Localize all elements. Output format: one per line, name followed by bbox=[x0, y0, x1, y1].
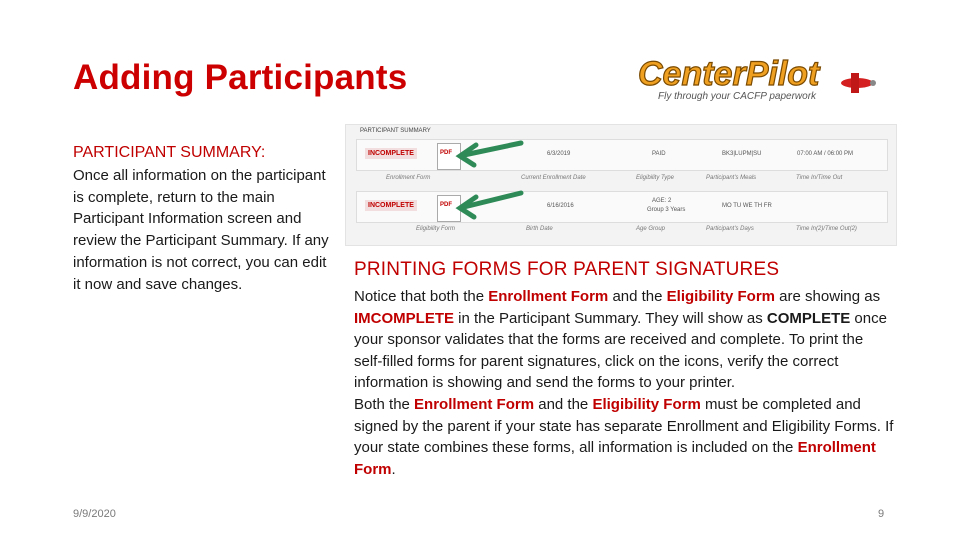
page-number: 9 bbox=[878, 508, 885, 520]
centerpilot-logo bbox=[634, 53, 882, 107]
pdf-icon-eligibility[interactable]: PDF bbox=[437, 195, 461, 222]
enrollment-form-term: Enrollment Form bbox=[354, 439, 876, 478]
label-enrollment-date: Current Enrollment Date bbox=[521, 175, 586, 181]
label-time-in-out: Time In/Time Out bbox=[796, 175, 843, 181]
text-segment: are showing as bbox=[775, 288, 881, 305]
text-segment: once your sponsor validates that the forms are received and complete. To print the self-filled forms for parent signatures, click on the icons, verify the correct information is showing and send the forms to your printer. bbox=[354, 309, 887, 392]
age-group: Group 3 Years bbox=[647, 207, 686, 213]
label-birth-date: Birth Date bbox=[526, 226, 553, 232]
age: AGE: 2 bbox=[652, 198, 672, 204]
text-segment: and the bbox=[534, 395, 593, 413]
svg-text:CenterPilot: CenterPilot bbox=[638, 55, 820, 93]
label-time-in-out-2: Time In(2)/Time Out(2) bbox=[796, 226, 857, 232]
screenshot-title: PARTICIPANT SUMMARY bbox=[360, 128, 431, 134]
participant-meals: BK3|LUPM|SU bbox=[722, 151, 762, 157]
text-segment: must be completed and signed by the parent if your state has separate Enrollment and Eligibility Forms. If your state combines these forms, all information is included on the bbox=[354, 395, 894, 457]
status-badge-eligibility: INCOMPLETE bbox=[365, 200, 417, 211]
birth-date: 6/16/2016 bbox=[547, 203, 574, 209]
text-segment: Both the bbox=[354, 395, 415, 413]
enrollment-form-term: Enrollment Form bbox=[488, 288, 609, 305]
text-segment: and the bbox=[608, 288, 667, 305]
time-in-out: 07:00 AM / 06:00 PM bbox=[797, 151, 854, 157]
arrow-annotations bbox=[346, 125, 896, 245]
incomplete-term: IMCOMPLETE bbox=[354, 309, 454, 327]
label-participant-days: Participant's Days bbox=[706, 226, 754, 232]
label-enrollment-form: Enrollment Form bbox=[386, 175, 431, 181]
label-eligibility-type: Eligibility Type bbox=[636, 175, 674, 181]
svg-text:Fly through your CACFP paperwo: Fly through your CACFP paperwork bbox=[658, 91, 817, 102]
status-badge-enrollment: INCOMPLETE bbox=[365, 148, 417, 159]
slide-title: Adding Participants bbox=[73, 58, 408, 97]
complete-term: COMPLETE bbox=[766, 309, 851, 327]
label-participant-meals: Participant's Meals bbox=[706, 175, 757, 181]
enrollment-form-term: Enrollment Form bbox=[414, 395, 535, 413]
label-age-group: Age Group bbox=[636, 226, 666, 232]
text-segment: in the Participant Summary. They will show as bbox=[454, 309, 767, 327]
participant-summary-screenshot bbox=[345, 124, 897, 246]
label-eligibility-form: Eligibility Form bbox=[416, 226, 456, 232]
text-segment: . bbox=[391, 460, 396, 478]
pdf-icon-enrollment[interactable]: PDF bbox=[437, 143, 461, 170]
eligibility-type: PAID bbox=[652, 151, 666, 157]
printing-forms-heading: PRINTING FORMS FOR PARENT SIGNATURES bbox=[354, 259, 780, 280]
text-segment: Notice that both the bbox=[354, 288, 489, 305]
participant-summary-heading: PARTICIPANT SUMMARY: bbox=[73, 144, 266, 161]
enrollment-date: 6/3/2019 bbox=[547, 151, 571, 157]
eligibility-form-term: Eligibility Form bbox=[666, 288, 776, 305]
arrow-icon bbox=[460, 143, 521, 217]
printing-forms-text bbox=[354, 286, 894, 480]
eligibility-form-term: Eligibility Form bbox=[592, 395, 701, 413]
participant-summary-text: Once all information on the participant is complete, return to the main Participant Information screen and review the Participant Summary. If any information is not correct, you can edit it now and save changes. bbox=[73, 167, 329, 293]
footer-date: 9/9/2020 bbox=[73, 508, 116, 520]
participant-days: MO TU WE TH FR bbox=[722, 203, 772, 209]
